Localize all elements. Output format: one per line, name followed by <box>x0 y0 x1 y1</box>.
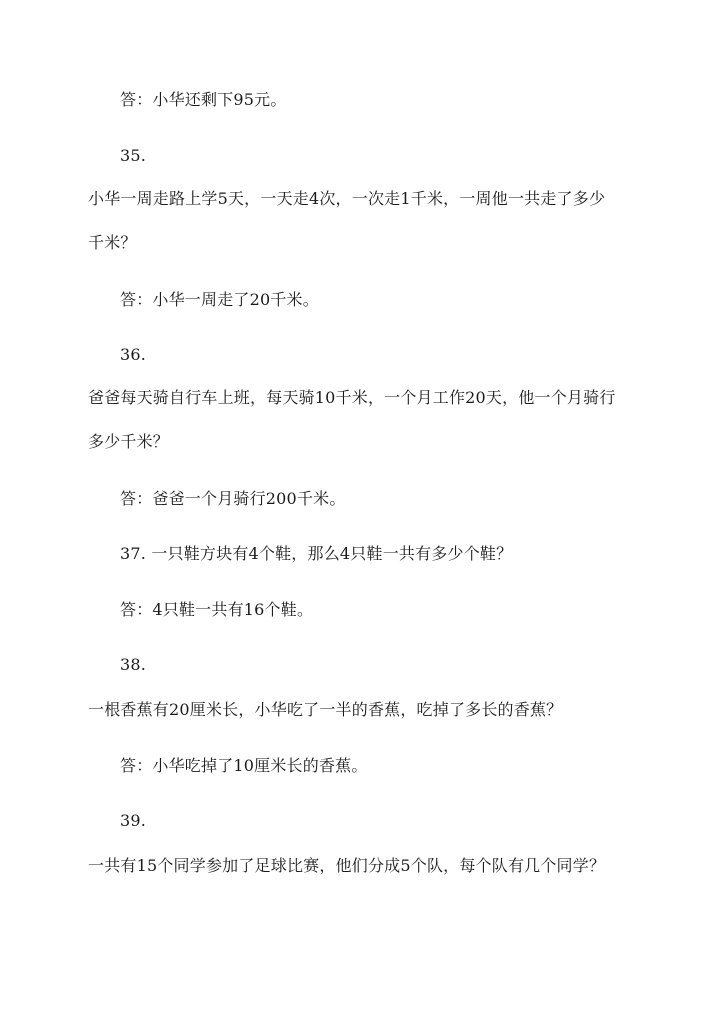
question-35-line-2: 千米？ <box>88 233 137 252</box>
answer-36: 答：爸爸一个月骑行200千米。 <box>120 489 346 508</box>
answer-37: 答：4只鞋一共有16个鞋。 <box>120 600 314 619</box>
answer-34: 答：小华还剩下95元。 <box>120 90 287 109</box>
question-number-35: 35. <box>120 146 147 165</box>
question-36-line-2: 多少千米？ <box>88 432 170 451</box>
question-37: 37. 一只鞋方块有4个鞋，那么4只鞋一共有多少个鞋？ <box>120 544 513 563</box>
question-35-line-1: 小华一周走路上学5天，一天走4次，一次走1千米，一周他一共走了多少 <box>88 189 606 208</box>
answer-38: 答：小华吃掉了10厘米长的香蕉。 <box>120 756 368 775</box>
question-36-line-1: 爸爸每天骑自行车上班，每天骑10千米，一个月工作20天，他一个月骑行 <box>88 388 616 407</box>
question-number-38: 38. <box>120 655 147 674</box>
question-39: 一共有15个同学参加了足球比赛，他们分成5个队，每个队有几个同学？ <box>88 856 606 875</box>
question-38: 一根香蕉有20厘米长，小华吃了一半的香蕉，吃掉了多长的香蕉？ <box>88 700 563 719</box>
question-number-39: 39. <box>120 811 147 830</box>
answer-35: 答：小华一周走了20千米。 <box>120 290 319 309</box>
question-number-36: 36. <box>120 345 147 364</box>
